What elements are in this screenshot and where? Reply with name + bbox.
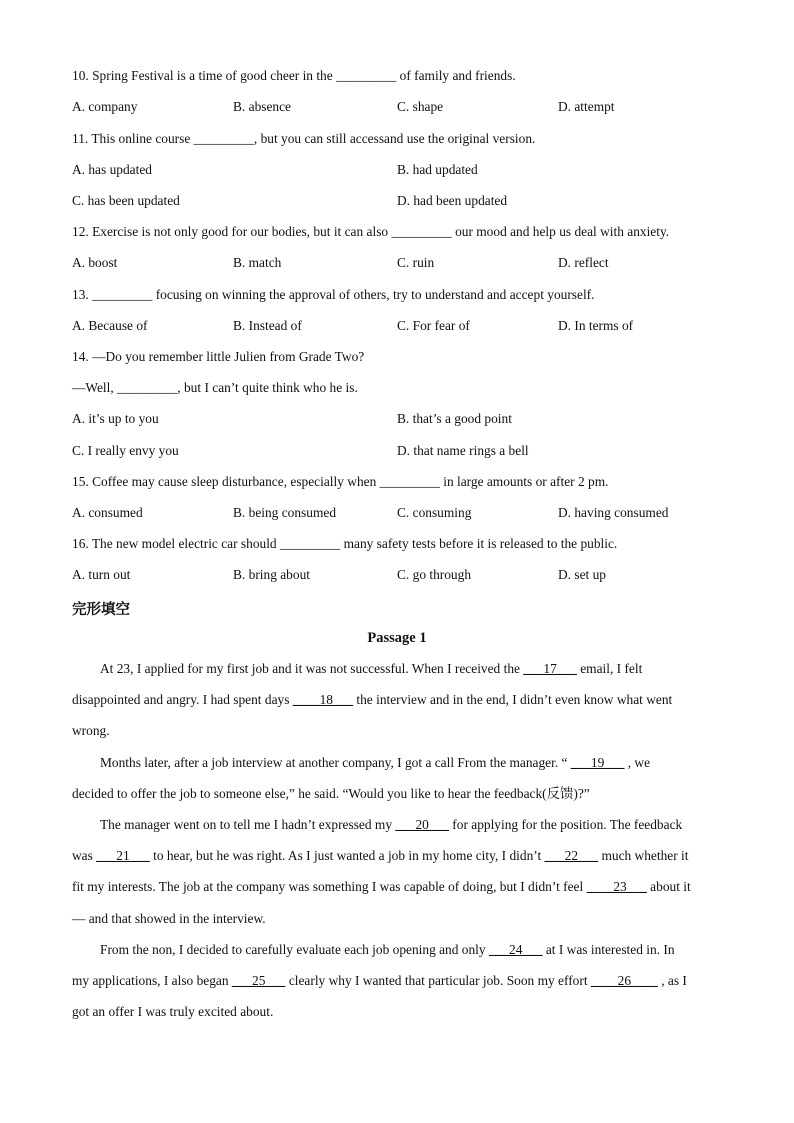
option-b: B. absence xyxy=(233,99,292,114)
question-15-stem: 15. Coffee may cause sleep disturbance, especially when _________ in large amounts or after 2 pm. xyxy=(72,474,609,489)
option-d: D. In terms of xyxy=(558,318,634,333)
option-c: C. I really envy you xyxy=(72,443,179,458)
passage-line: was ___21___ to hear, but he was right. As I just wanted a job in my home city, I didn’t ___22___ much whether it xyxy=(72,848,689,863)
option-d: D. had been updated xyxy=(397,193,508,208)
option-c: C. go through xyxy=(397,567,472,582)
blank-20: ___20___ xyxy=(395,817,449,832)
question-12-stem: 12. Exercise is not only good for our bodies, but it can also _________ our mood and help us deal with anxiety. xyxy=(72,224,670,239)
blank-19: ___19___ xyxy=(570,755,625,770)
passage-line: The manager went on to tell me I hadn’t expressed my ___20___ for applying for the position. The feedback xyxy=(100,817,683,832)
option-a: A. turn out xyxy=(72,567,131,582)
passage-line: At 23, I applied for my first job and it was not successful. When I received the ___17___ email, I felt xyxy=(100,661,643,676)
option-b: B. match xyxy=(233,255,282,270)
option-b: B. bring about xyxy=(233,567,310,582)
option-c: C. For fear of xyxy=(397,318,470,333)
blank-22: ___22___ xyxy=(544,848,599,863)
option-a: A. it’s up to you xyxy=(72,411,159,426)
passage-line: wrong. xyxy=(72,723,110,738)
option-d: D. having consumed xyxy=(558,505,669,520)
question-14-stem-line2: —Well, _________, but I can’t quite think who he is. xyxy=(72,380,358,395)
option-b: B. that’s a good point xyxy=(397,411,512,426)
question-14-stem: 14. —Do you remember little Julien from Grade Two? xyxy=(72,349,365,364)
option-b: B. being consumed xyxy=(233,505,337,520)
passage-title: Passage 1 xyxy=(367,630,427,646)
option-c: C. shape xyxy=(397,99,444,114)
question-13-stem: 13. _________ focusing on winning the approval of others, try to understand and accept yourself. xyxy=(72,287,595,302)
passage-line: got an offer I was truly excited about. xyxy=(72,1004,274,1019)
question-11-stem: 11. This online course _________, but you can still accessand use the original version. xyxy=(72,131,536,146)
passage-line: — and that showed in the interview. xyxy=(72,911,266,926)
blank-18: ____18___ xyxy=(292,692,354,707)
option-d: D. reflect xyxy=(558,255,609,270)
passage-line: fit my interests. The job at the company was something I was capable of doing, but I didn’t feel ____23___ about it xyxy=(72,879,691,894)
passage-line: Months later, after a job interview at another company, I got a call From the manager. “ ___19___ , we xyxy=(100,755,651,770)
option-a: A. consumed xyxy=(72,505,143,520)
option-c: C. has been updated xyxy=(72,193,180,208)
option-d: D. that name rings a bell xyxy=(397,443,529,458)
option-a: A. has updated xyxy=(72,162,152,177)
blank-21: ___21___ xyxy=(96,848,150,863)
option-b: B. had updated xyxy=(397,162,478,177)
passage-line: From the non, I decided to carefully evaluate each job opening and only ___24___ at I was interested in. In xyxy=(100,942,675,957)
option-a: A. boost xyxy=(72,255,118,270)
question-10-stem: 10. Spring Festival is a time of good cheer in the _________ of family and friends. xyxy=(72,68,516,83)
passage-line: my applications, I also began ___25___ clearly why I wanted that particular job. Soon my effort ____26____ , as I xyxy=(72,973,687,988)
option-c: C. consuming xyxy=(397,505,472,520)
blank-26: ____26____ xyxy=(590,973,658,988)
blank-24: ___24___ xyxy=(488,942,543,957)
option-d: D. set up xyxy=(558,567,606,582)
option-d: D. attempt xyxy=(558,99,615,114)
option-c: C. ruin xyxy=(397,255,435,270)
option-a: A. Because of xyxy=(72,318,148,333)
question-16-stem: 16. The new model electric car should _________ many safety tests before it is released to the public. xyxy=(72,536,618,551)
passage-line: disappointed and angry. I had spent days ____18___ the interview and in the end, I didn’t even know what went xyxy=(72,692,673,707)
blank-25: ___25___ xyxy=(231,973,286,988)
option-a: A. company xyxy=(72,99,138,114)
blank-17: ___17___ xyxy=(523,661,577,676)
option-b: B. Instead of xyxy=(233,318,302,333)
passage-line: decided to offer the job to someone else,” he said. “Would you like to hear the feedback(反馈)?” xyxy=(72,786,590,801)
section-title: 完形填空 xyxy=(72,602,130,618)
blank-23: ____23___ xyxy=(586,879,647,894)
